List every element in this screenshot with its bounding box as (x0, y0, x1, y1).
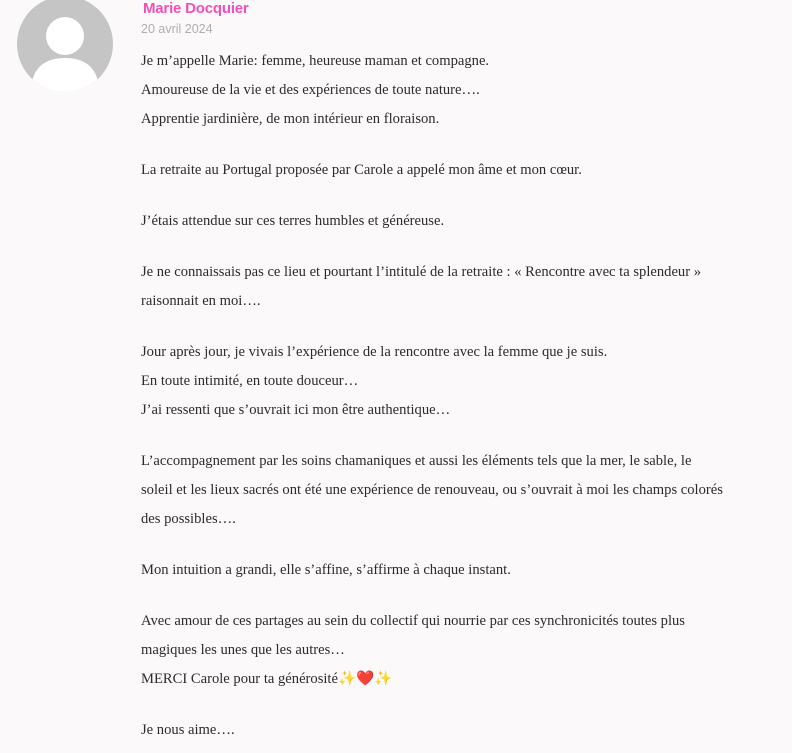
comment-line: L’accompagnement par les soins chamaniques et aussi les éléments tels que la mer, le sable, le (141, 453, 692, 469)
comment-paragraph (141, 207, 751, 236)
comment-paragraph (141, 47, 751, 134)
comment-line: La retraite au Portugal proposée par Carole a appelé mon âme et mon cœur. (141, 162, 582, 178)
comment-paragraph (141, 447, 751, 534)
comment-line: Jour après jour, je vivais l’expérience de la rencontre avec la femme que je suis. (141, 344, 608, 360)
comment-paragraph (141, 607, 751, 694)
comment-author[interactable]: Marie Docquier (143, 0, 249, 17)
comment-line: En toute intimité, en toute douceur… (141, 373, 359, 389)
comment-line: raisonnait en moi…. (141, 293, 261, 309)
comment-line: Je ne connaissais pas ce lieu et pourtant l’intitulé de la retraite : « Rencontre avec ta splendeur » (141, 264, 702, 280)
comment-line: Mon intuition a grandi, elle s’affine, s’affirme à chaque instant. (141, 562, 511, 578)
sparkles-emoji-icon: ✨ (374, 671, 393, 687)
comment-line: Amoureuse de la vie et des expériences de toute nature…. (141, 82, 480, 98)
comment-line: des possibles…. (141, 511, 236, 527)
heart-emoji-icon: ❤️ (356, 671, 375, 687)
comment-line: soleil et les lieux sacrés ont été une expérience de renouveau, ou s’ouvrait à moi les champs colorés (141, 482, 723, 498)
thanks-line (141, 665, 751, 694)
comment-line: Avec amour de ces partages au sein du collectif qui nourrie par ces synchronicités toutes plus (141, 613, 685, 629)
comment-date: 20 avril 2024 (141, 22, 213, 36)
closing-line: Je nous aime…. (141, 722, 235, 738)
comment-line: J’ai ressenti que s’ouvrait ici mon être authentique… (141, 402, 451, 418)
thanks-text: MERCI Carole pour ta générosité (141, 671, 338, 687)
comment-line: magiques les unes que les autres… (141, 642, 345, 658)
comment-line: J’étais attendue sur ces terres humbles et généreuse. (141, 213, 445, 229)
comment-line: Je m’appelle Marie: femme, heureuse maman et compagne. (141, 53, 490, 69)
comment-paragraph (141, 716, 751, 745)
comment-body (141, 47, 751, 753)
comment-paragraph (141, 156, 751, 185)
comment-paragraph (141, 338, 751, 425)
comment-paragraph (141, 258, 751, 316)
comment-line: Apprentie jardinière, de mon intérieur en floraison. (141, 111, 440, 127)
sparkles-emoji-icon: ✨ (337, 671, 357, 687)
comment-paragraph (141, 556, 751, 585)
avatar (17, 0, 113, 92)
default-user-avatar-icon (17, 0, 113, 92)
